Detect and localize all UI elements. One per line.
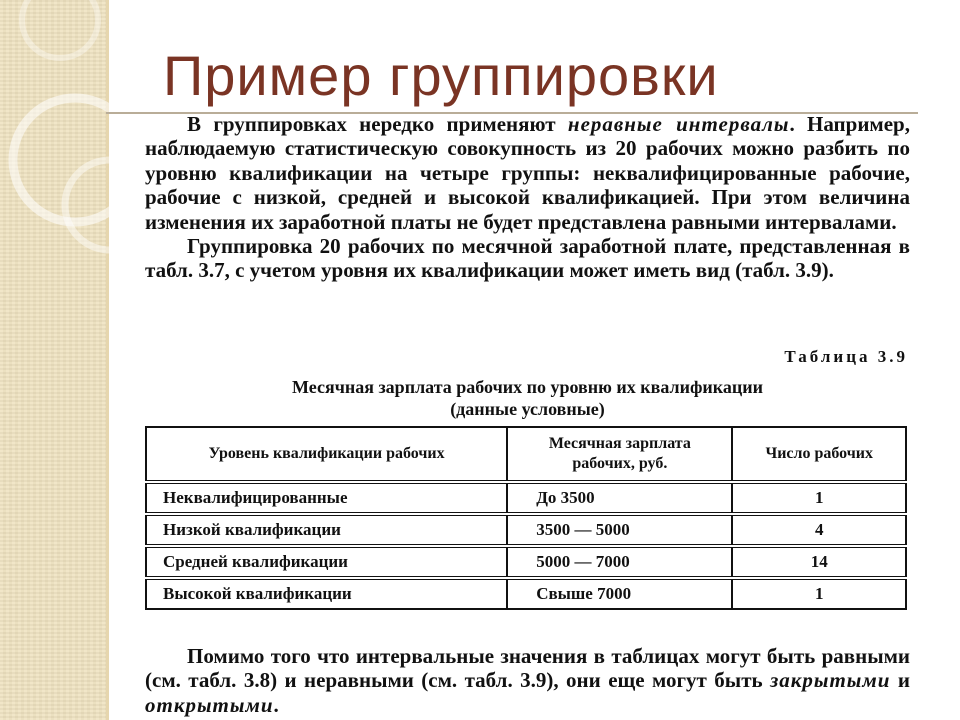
- cell-count: 14: [732, 546, 906, 578]
- text-run: Группировка 20 рабочих по месячной заработной плате, представленная в табл. 3.7, с учетом уровня их квалификации может иметь вид (табл. 3.9).: [145, 234, 910, 283]
- closing-text: [145, 644, 910, 717]
- italic-term: неравные интервалы: [567, 112, 790, 136]
- table-header-row: [146, 427, 906, 482]
- text-run: .: [273, 692, 279, 717]
- text-run: . Например, наблюдаемую статистическую совокупность из 20 рабочих можно разбить по уровню квалификации на четыре группы: неквалифицированные рабочие, рабочие с низкой, средней и высокой квалификацией. При этом величина изменения их заработной платы не будет представлена равными интервалами.: [145, 112, 910, 234]
- cell-qualification: Средней квалификации: [146, 546, 507, 578]
- cell-count: 1: [732, 482, 906, 514]
- cell-count: 4: [732, 514, 906, 546]
- cell-qualification: Низкой квалификации: [146, 514, 507, 546]
- cell-salary: 5000 — 7000: [507, 546, 732, 578]
- cell-qualification: Высокой квалификации: [146, 578, 507, 609]
- table-subtitle-line: (данные условные): [450, 399, 605, 419]
- header-count: Число рабочих: [732, 427, 906, 482]
- table-row: [146, 546, 906, 578]
- cell-qualification: Неквалифицированные: [146, 482, 507, 514]
- cell-count: 1: [732, 578, 906, 609]
- text-run: и: [890, 668, 910, 693]
- paragraph-1: [145, 112, 910, 234]
- cell-salary: До 3500: [507, 482, 732, 514]
- table-row: [146, 482, 906, 514]
- table-title: [145, 376, 910, 420]
- table-title-line: Месячная зарплата рабочих по уровню их квалификации: [292, 377, 763, 397]
- text-run: Помимо того что интервальные значения в таблицах могут быть равными (см. табл. 3.8) и неравными (см. табл. 3.9), они еще могут быть: [145, 644, 910, 693]
- intro-text: [145, 112, 910, 283]
- slide-title: Пример группировки: [163, 48, 719, 107]
- paragraph-closing: [145, 644, 910, 717]
- italic-term: закрытыми: [770, 668, 891, 693]
- table-row: [146, 514, 906, 546]
- cell-salary: 3500 — 5000: [507, 514, 732, 546]
- table-caption: Таблица 3.9: [784, 347, 908, 366]
- text-run: В группировках нередко применяют: [187, 112, 568, 136]
- italic-term: открытыми: [145, 692, 274, 717]
- header-qualification: Уровень квалификации рабочих: [146, 427, 507, 482]
- decorative-left-band: [0, 0, 109, 720]
- table-row: [146, 578, 906, 609]
- paragraph-2: [145, 234, 910, 283]
- qualification-table: [145, 426, 907, 610]
- cell-salary: Свыше 7000: [507, 578, 732, 609]
- header-salary: Месячная зарплата рабочих, руб.: [507, 427, 732, 482]
